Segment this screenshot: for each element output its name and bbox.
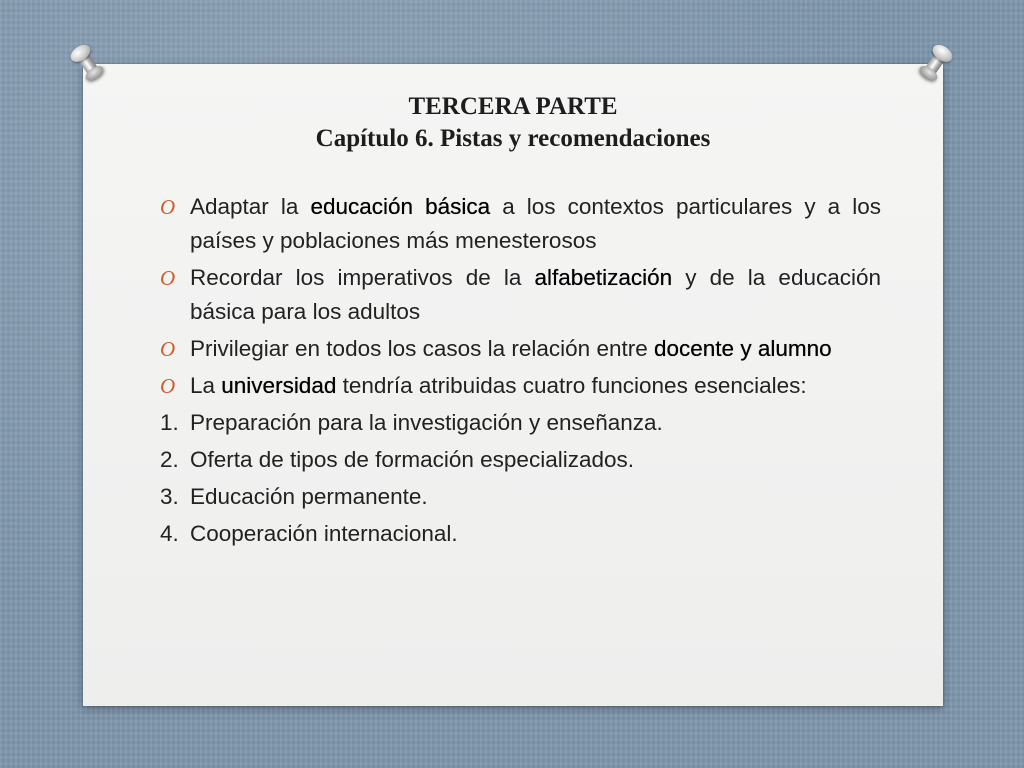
bullet-text: a los contextos particulares y a los países y poblaciones más menesterosos bbox=[190, 194, 881, 253]
item-text: Preparación para la investigación y enseñanza. bbox=[190, 410, 663, 435]
bullet-item bbox=[160, 332, 881, 366]
bullet-text: Recordar los imperativos de la bbox=[190, 265, 535, 290]
bullet-item bbox=[160, 261, 881, 329]
bullet-marker-icon: O bbox=[160, 195, 176, 219]
numbered-item bbox=[160, 406, 881, 440]
bullet-highlight: alfabetización bbox=[534, 265, 673, 290]
slide-title bbox=[83, 91, 943, 155]
item-text: Oferta de tipos de formación especializados. bbox=[190, 447, 634, 472]
bullet-text: Adaptar la bbox=[190, 194, 311, 219]
title-chapter: Capítulo 6. Pistas y recomendaciones bbox=[315, 125, 711, 152]
numbered-item bbox=[160, 443, 881, 477]
bullet-text: La bbox=[190, 373, 222, 398]
title-part: TERCERA PARTE bbox=[408, 93, 618, 120]
numbered-item bbox=[160, 480, 881, 514]
bullet-text: tendría atribuidas cuatro funciones esenciales: bbox=[336, 373, 807, 398]
item-number: 4. bbox=[160, 521, 179, 546]
bullet-highlight: docente y alumno bbox=[654, 336, 832, 361]
bullet-highlight: universidad bbox=[221, 373, 337, 398]
bullet-marker-icon: O bbox=[160, 266, 176, 290]
bullet-highlight: educación básica bbox=[310, 194, 491, 219]
slide-content bbox=[160, 190, 881, 554]
bullet-text: y de la educación básica para los adultos bbox=[190, 265, 882, 324]
bullet-item bbox=[160, 369, 881, 403]
bullet-marker-icon: O bbox=[160, 337, 176, 361]
item-number: 3. bbox=[160, 484, 179, 509]
bullet-text: Privilegiar en todos los casos la relación entre bbox=[190, 336, 654, 361]
item-number: 1. bbox=[160, 410, 179, 435]
item-text: Cooperación internacional. bbox=[190, 521, 458, 546]
numbered-item bbox=[160, 517, 881, 551]
item-text: Educación permanente. bbox=[190, 484, 428, 509]
bullet-marker-icon: O bbox=[160, 374, 176, 398]
item-number: 2. bbox=[160, 447, 179, 472]
bullet-item bbox=[160, 190, 881, 258]
